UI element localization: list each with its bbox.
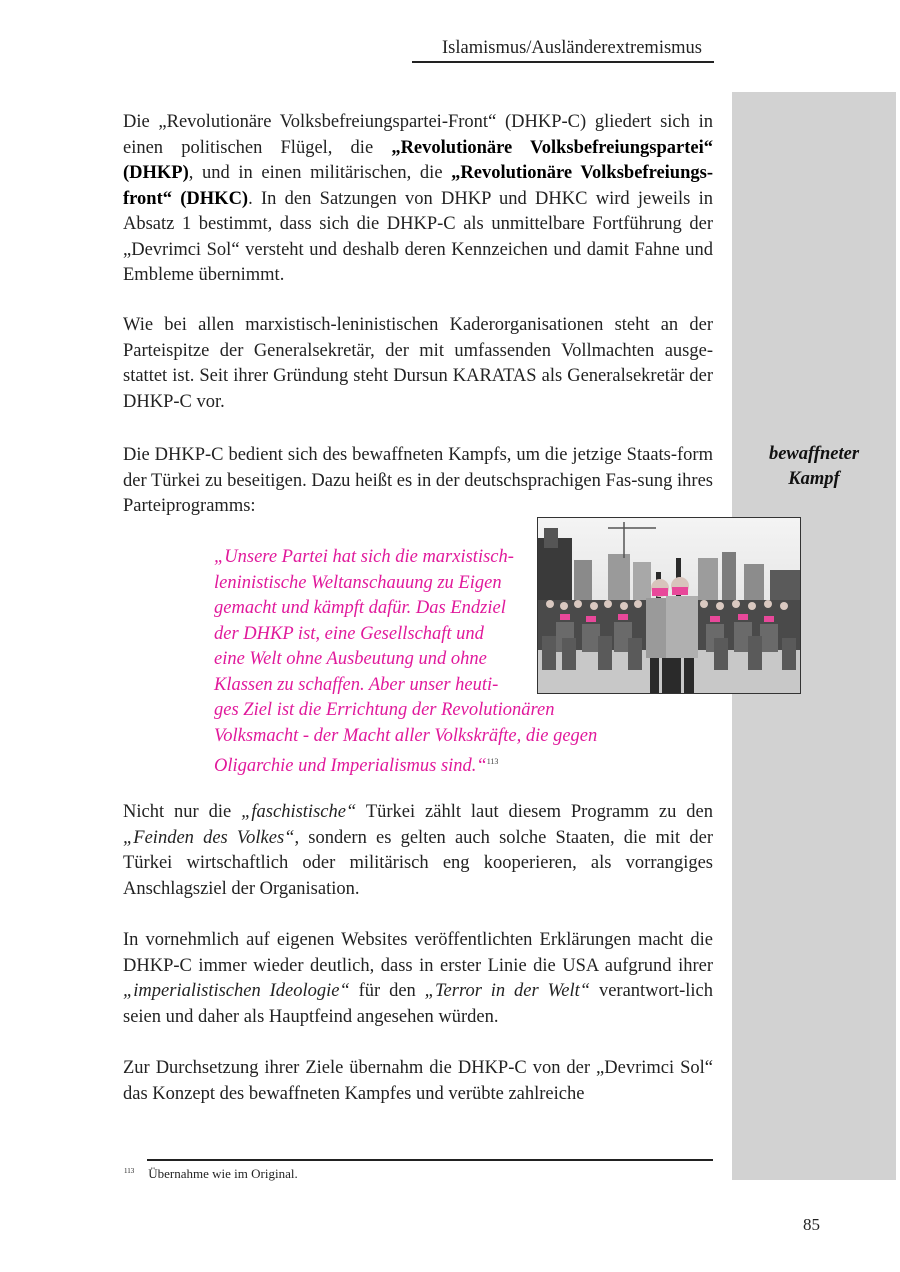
- margin-note-line: bewaffneter: [768, 444, 860, 464]
- margin-note: [736, 442, 892, 492]
- page-number: 85: [803, 1215, 820, 1234]
- bold-term-dhkp: „Revolutionäre Volksbefreiungspartei“ (DHKP): [123, 137, 714, 183]
- footnote-number: 113: [124, 1166, 135, 1175]
- margin-note-line: Kampf: [788, 469, 840, 489]
- italic-term: „Feinden des Volkes“: [123, 827, 295, 848]
- text-run: Die „Revolutionäre Volksbefreiungspartei-Front“ (DHKP-C) gliedert sich in einen politischen Flügel, die: [123, 112, 713, 158]
- page-header-title: Islamismus/Ausländerextremismus: [442, 38, 702, 58]
- bold-term-dhkc: „Revolutionäre Volksbefreiungs-front“ (DHKC): [123, 163, 713, 209]
- program-quote: [214, 545, 597, 780]
- quote-line-text: Oligarchie und Imperialismus sind.“: [214, 756, 487, 777]
- text-run: Nicht nur die: [123, 802, 242, 822]
- header-rule: [412, 61, 714, 63]
- text-run: , sondern es gelten auch solche Staaten, die mit der Türkei wirtschaftlich oder militärisch eng kooperieren, als vorrangiges Anschlagsziel der Organisation.: [123, 827, 713, 899]
- text-run: In vornehmlich auf eigenen Websites veröffentlichten Erklärungen macht die DHKP-C immer wieder deutlich, dass in erster Linie die USA aufgrund ihrer: [123, 930, 713, 976]
- text-run: , und in einen militärischen, die: [188, 163, 452, 183]
- italic-term: „imperialistischen Ideologie“: [123, 981, 350, 1001]
- paragraph-enemies: [123, 800, 713, 902]
- paragraph-dhkp-structure: [123, 110, 713, 289]
- quote-line: „Unsere Partei hat sich die marxistisch-: [214, 547, 514, 567]
- italic-term: „Terror in der Welt“: [424, 981, 591, 1001]
- paragraph-usa-main-enemy: [123, 928, 713, 1030]
- italic-term: „faschistische“: [241, 802, 357, 822]
- text-run: Türkei zählt laut diesem Programm zu den: [356, 802, 713, 822]
- footnote: [124, 1166, 298, 1182]
- footnote-reference[interactable]: 113: [486, 757, 499, 766]
- text-run: für den: [349, 981, 425, 1001]
- footnote-rule: [147, 1159, 713, 1161]
- quote-line: [214, 749, 597, 780]
- paragraph-general-secretary: Wie bei allen marxistisch-leninistischen Kaderorganisationen steht an der Parteispitze der Generalsekretär, der mit umfassenden Vollmachten ausge-stattet ist. Seit ihrer Gründung steht Dursun KARATAS als Generalsekretär der DHKP-C vor.: [123, 315, 713, 412]
- quote-line: gemacht und kämpft dafür. Das Endziel: [214, 598, 506, 618]
- paragraph-armed-struggle: Die DHKP-C bedient sich des bewaffneten Kampfs, um die jetzige Staats-form der Türkei zu beseitigen. Dazu heißt es in der deutschsprachigen Fas-sung ihres Parteiprogramms:: [123, 445, 713, 516]
- quote-line: der DHKP ist, eine Gesellschaft und: [214, 623, 484, 644]
- quote-line: Klassen zu schaffen. Aber unser heuti-: [214, 674, 499, 695]
- quote-line: leninistische Weltanschauung zu Eigen: [214, 572, 502, 593]
- footnote-text: Übernahme wie im Original.: [148, 1166, 298, 1181]
- quote-line: ges Ziel ist die Errichtung der Revolutionären: [214, 700, 555, 720]
- text-run: verantwort-lich seien und daher als Hauptfeind angesehen würden.: [123, 981, 713, 1027]
- quote-line: Volksmacht - der Macht aller Volkskräfte, die gegen: [214, 725, 598, 746]
- text-run: . In den Satzungen von DHKP und DHKC wird jeweils in Absatz 1 bestimmt, dass sich die DHKP-C als unmittelbare Fortführung der „Devrimci Sol“ versteht und deshalb deren Kennzeichen und damit Fahne und Embleme übernimmt.: [123, 188, 713, 285]
- quote-line: eine Welt ohne Ausbeutung und ohne: [214, 649, 487, 669]
- paragraph-concept-armed-struggle: Zur Durchsetzung ihrer Ziele übernahm die DHKP-C von der „Devrimci Sol“ das Konzept des bewaffneten Kampfes und verübte zahlreiche: [123, 1058, 713, 1104]
